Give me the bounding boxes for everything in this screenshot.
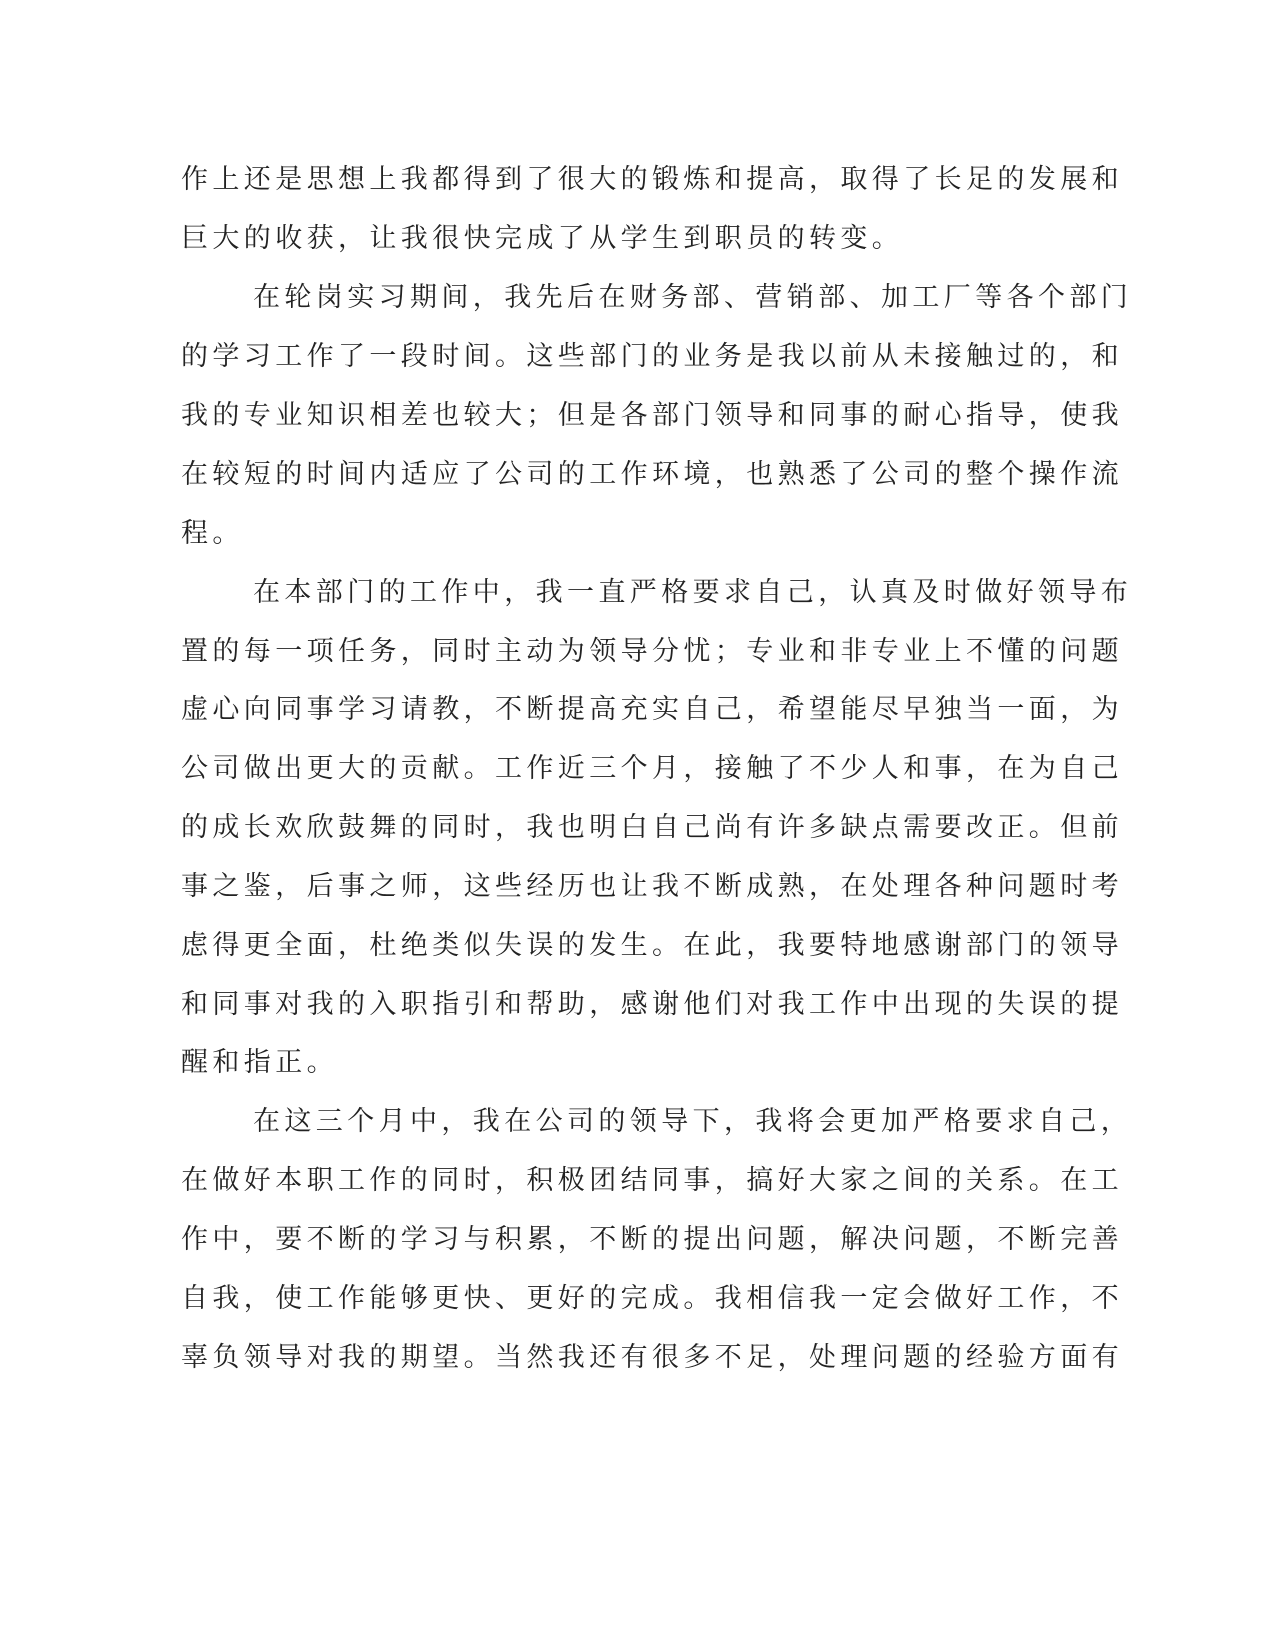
text-line: 的学习工作了一段时间。这些部门的业务是我以前从未接触过的，和 [181, 341, 1123, 372]
text-line: 巨大的收获，让我很快完成了从学生到职员的转变。 [181, 223, 904, 254]
text-line: 在这三个月中，我在公司的领导下，我将会更加严格要求自己， [253, 1106, 1133, 1137]
text-line: 公司做出更大的贡献。工作近三个月，接触了不少人和事，在为自己 [181, 753, 1123, 784]
text-line: 辜负领导对我的期望。当然我还有很多不足，处理问题的经验方面有 [181, 1342, 1123, 1373]
text-line: 我的专业知识相差也较大；但是各部门领导和同事的耐心指导，使我 [181, 400, 1123, 431]
text-line: 和同事对我的入职指引和帮助，感谢他们对我工作中出现的失误的提 [181, 989, 1123, 1020]
text-line: 虚心向同事学习请教，不断提高充实自己，希望能尽早独当一面，为 [181, 694, 1123, 725]
text-line: 在较短的时间内适应了公司的工作环境，也熟悉了公司的整个操作流 [181, 459, 1123, 490]
text-line: 程。 [181, 518, 244, 549]
text-line: 作上还是思想上我都得到了很大的锻炼和提高，取得了长足的发展和 [181, 164, 1123, 195]
text-line: 置的每一项任务，同时主动为领导分忧；专业和非专业上不懂的问题 [181, 636, 1123, 667]
text-line: 在本部门的工作中，我一直严格要求自己，认真及时做好领导布 [253, 577, 1133, 608]
text-line: 在轮岗实习期间，我先后在财务部、营销部、加工厂等各个部门 [253, 282, 1133, 313]
text-line: 在做好本职工作的同时，积极团结同事，搞好大家之间的关系。在工 [181, 1165, 1123, 1196]
text-line: 虑得更全面，杜绝类似失误的发生。在此，我要特地感谢部门的领导 [181, 930, 1123, 961]
text-line: 的成长欢欣鼓舞的同时，我也明白自己尚有许多缺点需要改正。但前 [181, 812, 1123, 843]
text-line: 醒和指正。 [181, 1047, 338, 1078]
text-line: 自我，使工作能够更快、更好的完成。我相信我一定会做好工作，不 [181, 1283, 1123, 1314]
text-line: 事之鉴，后事之师，这些经历也让我不断成熟，在处理各种问题时考 [181, 871, 1123, 902]
text-line: 作中，要不断的学习与积累，不断的提出问题，解决问题，不断完善 [181, 1224, 1123, 1255]
